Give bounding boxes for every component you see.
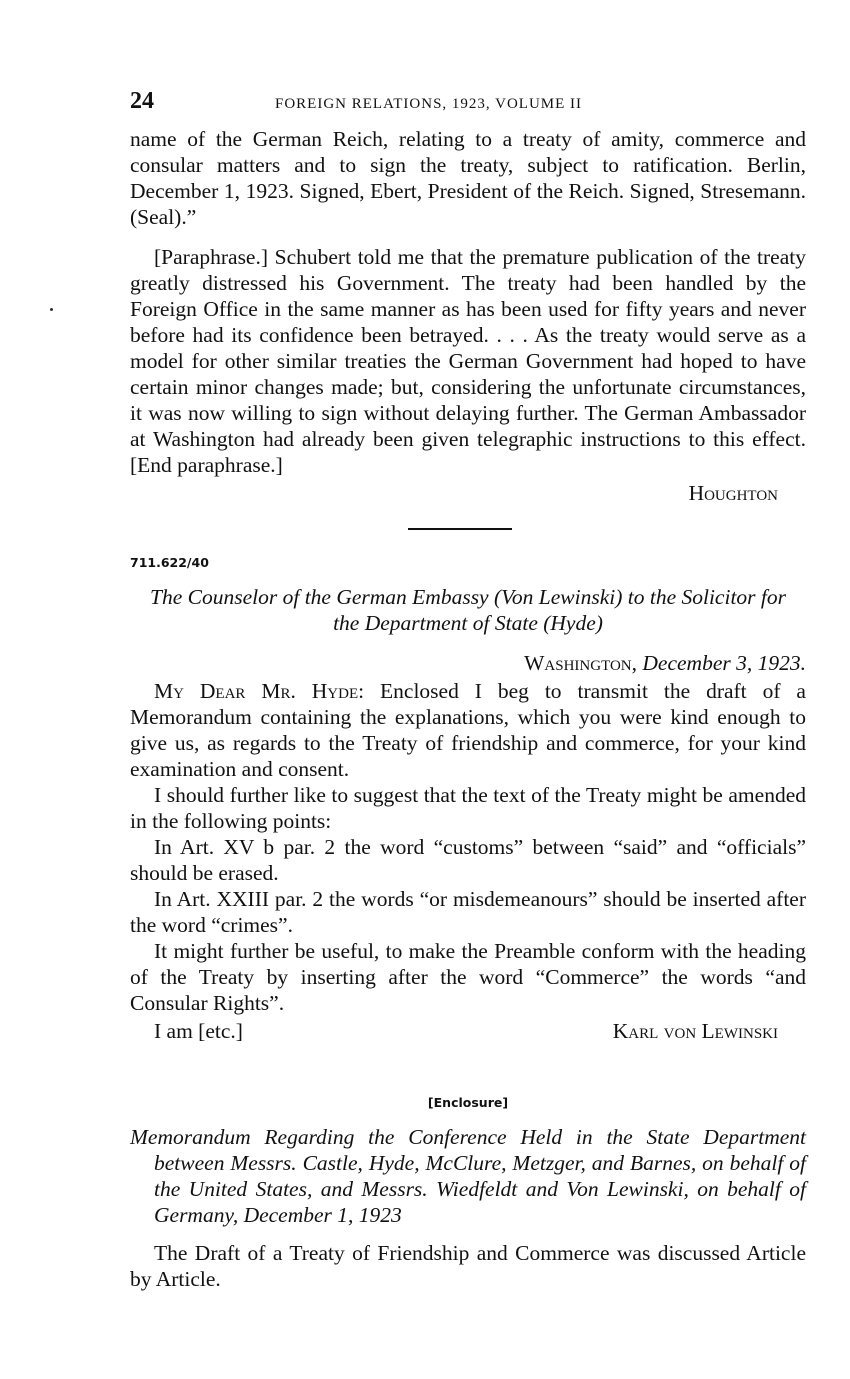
section-divider (408, 528, 512, 530)
continuation-paragraph-1: name of the German Reich, relating to a treaty of amity, commerce and consular matters and to sign the treaty, subject to ratification. Berlin, December 1, 1923. Signed, Ebert, President of the Reich. Signed, Stresemann. (Seal).” (130, 127, 806, 229)
letter-paragraph-1 (130, 678, 806, 782)
page-header (130, 88, 806, 118)
document-title: The Counselor of the German Embassy (Von Lewinski) to the Solicitor for the Department of State (Hyde) (150, 585, 787, 635)
memorandum-title: Memorandum Regarding the Conference Held in the State Department between Messrs. Castle, Hyde, McClure, Metzger, and Barnes, on behalf of the United States, and Messrs. Wiedfeldt and Von Lewinski, on behalf of Germany, December 1, 1923 (130, 1125, 806, 1227)
running-head: FOREIGN RELATIONS, 1923, VOLUME II (275, 96, 583, 112)
page-number: 24 (130, 88, 154, 114)
letter-paragraph-3: In Art. XV b par. 2 the word “customs” between “said” and “officials” should be erased. (130, 835, 806, 885)
memorandum-paragraph-1: The Draft of a Treaty of Friendship and Commerce was discussed Article by Article. (130, 1241, 806, 1291)
letter-closing (130, 1018, 806, 1044)
lewinski-signature: Karl von Lewinski (612, 1019, 778, 1043)
dateline (130, 650, 806, 676)
continuation-paragraph-2: [Paraphrase.] Schubert told me that the premature publication of the treaty greatly distressed his Government. The treaty had been handled by the Foreign Office in the same manner as has been used for fifty years and never before had its confidence been betrayed. . . . As the treaty would serve as a model for other similar treaties the German Government had hoped to have certain minor changes made; but, considering the unfortunate circumstances, it was now willing to sign without delaying further. The German Ambassador at Washington had already been given telegraphic instructions to this effect. [End paraphrase.] (130, 245, 806, 477)
closing-phrase: I am [etc.] (154, 1019, 243, 1043)
letter-paragraph-4: In Art. XXIII par. 2 the words “or misdemeanours” should be inserted after the word “crimes”. (130, 887, 806, 937)
houghton-signature: Houghton (688, 481, 778, 505)
letter-paragraph-5: It might further be useful, to make the Preamble conform with the heading of the Treaty by inserting after the word “Commerce” the words “and Consular Rights”. (130, 939, 806, 1015)
dateline-date: December 3, 1923. (642, 651, 806, 675)
margin-mark (50, 308, 53, 311)
file-number: 711.622/40 (130, 555, 209, 570)
letter-paragraph-2: I should further like to suggest that the text of the Treaty might be amended in the following points: (130, 783, 806, 833)
letter-paragraph-1-text: Enclosed I beg to transmit the draft of a Memorandum containing the explanations, which you were kind enough to give us, as regards to the Treaty of friendship and commerce, for your kind examination and consent. (130, 679, 806, 781)
page-body (130, 88, 806, 1292)
enclosure-label: [Enclosure] (427, 1095, 509, 1110)
salutation: My Dear Mr. Hyde: (154, 679, 365, 703)
dateline-place: Washington, (524, 651, 638, 675)
